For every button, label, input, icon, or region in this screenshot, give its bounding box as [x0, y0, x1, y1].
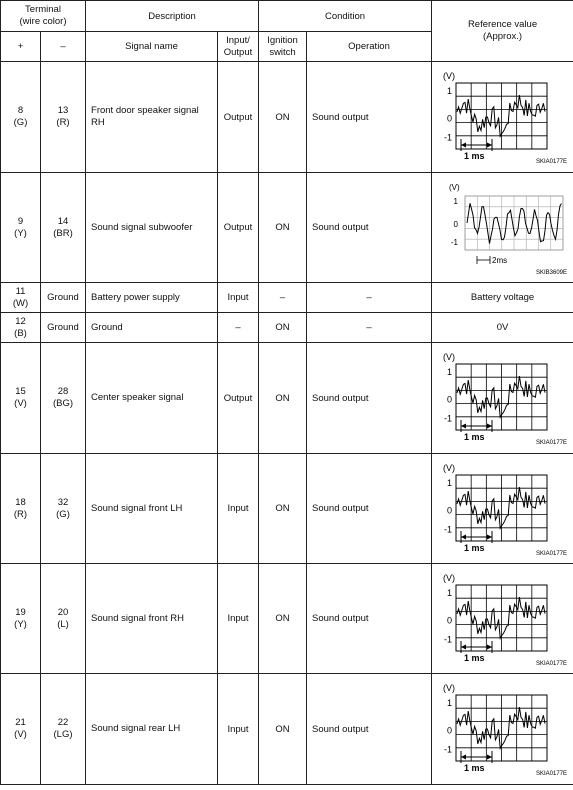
signal-name-line-2: RH [91, 117, 105, 128]
reference-value: 0V [432, 313, 573, 343]
oscilloscope-waveform [435, 178, 571, 278]
plus-terminal-color: (Y) [14, 618, 27, 630]
operation-value: Sound output [307, 343, 432, 454]
io-value: – [218, 313, 259, 343]
volt-unit-label: (V) [442, 352, 455, 362]
minus-terminal-color: (LG) [53, 729, 73, 740]
y-tick-label: -1 [443, 523, 452, 534]
minus-terminal [41, 564, 86, 674]
plus-header: + [1, 32, 41, 62]
minus-terminal-number: Ground [47, 291, 79, 303]
plus-terminal [1, 343, 41, 454]
reference-waveform-cell [432, 173, 573, 283]
io-value: Input [218, 454, 259, 564]
scope-grid [456, 364, 547, 430]
signal-name [86, 283, 218, 313]
signal-name [86, 564, 218, 674]
oscilloscope-waveform [435, 569, 571, 669]
oscilloscope-waveform [435, 67, 571, 167]
plus-terminal-color: (W) [12, 297, 29, 309]
plus-terminal-color: (Y) [14, 227, 27, 239]
ignition-label-2: switch [269, 46, 296, 58]
plus-terminal-number: 18 [15, 496, 26, 508]
minus-terminal [41, 313, 86, 343]
operation-value: – [307, 283, 432, 313]
figure-code-label: SKIA0177E [535, 660, 567, 667]
table-row [1, 674, 573, 785]
io-value: Input [218, 564, 259, 674]
arrowhead-left [461, 143, 466, 148]
minus-terminal [41, 343, 86, 454]
ignition-value: – [259, 283, 307, 313]
y-tick-label: -1 [443, 413, 452, 424]
ignition-label-1: Ignition [267, 34, 298, 46]
approx-label: (Approx.) [482, 31, 523, 42]
minus-terminal-number: Ground [47, 321, 79, 333]
arrowhead-right [487, 755, 492, 760]
plus-terminal-color: (V) [14, 398, 27, 409]
wire-color-label: (wire color) [19, 16, 67, 27]
time-scale-label: 1 ms [463, 542, 485, 553]
figure-code-label: SKIA0177E [535, 159, 567, 165]
signal-name [86, 343, 218, 454]
signal-name [86, 173, 218, 283]
y-tick-label: 0 [446, 113, 452, 124]
minus-terminal-color: (BR) [53, 227, 73, 239]
table-row [1, 283, 573, 313]
ignition-value: ON [259, 313, 307, 343]
table-row [1, 62, 573, 173]
arrowhead-right [487, 534, 492, 539]
figure-code-label: SKIA0177E [535, 550, 567, 557]
volt-unit-label: (V) [442, 572, 455, 583]
plus-terminal-color: (G) [13, 117, 28, 128]
operation-value: – [307, 313, 432, 343]
oscilloscope-waveform [435, 679, 571, 779]
io-value: Output [218, 173, 259, 283]
operation-header: Operation [307, 32, 432, 62]
oscilloscope-waveform [435, 459, 571, 559]
signal-name [86, 674, 218, 785]
minus-terminal-color: (BG) [52, 398, 74, 409]
minus-terminal [41, 283, 86, 313]
signal-name [86, 62, 218, 173]
plus-terminal-color: (V) [14, 729, 27, 740]
description-header: Description [86, 1, 259, 32]
signal-name-line-1: Battery power supply [91, 291, 180, 303]
minus-terminal-number: 14 [57, 215, 69, 227]
plus-terminal-number: 11 [15, 285, 26, 297]
terminal-label: Terminal [25, 4, 61, 15]
ignition-value: ON [259, 674, 307, 785]
arrowhead-right [487, 143, 492, 148]
signal-name-header: Signal name [86, 32, 218, 62]
arrowhead-right [487, 644, 492, 649]
y-tick-label: 1 [453, 196, 458, 206]
minus-terminal-color: (G) [56, 508, 70, 520]
arrowhead-left [461, 644, 466, 649]
minus-terminal [41, 62, 86, 173]
y-tick-label: 0 [446, 725, 452, 736]
table-row [1, 313, 573, 343]
scope-grid [456, 695, 547, 761]
signal-name-line-1: Sound signal front LH [91, 502, 183, 514]
plus-terminal-number: 12 [15, 315, 26, 327]
signal-name-line-1: Sound signal rear LH [91, 723, 181, 734]
signal-name-line-1: Front door speaker signal [91, 105, 199, 116]
signal-name [86, 313, 218, 343]
minus-terminal-color: (L) [57, 618, 69, 630]
ignition-value: ON [259, 343, 307, 454]
plus-terminal [1, 62, 41, 173]
volt-unit-label: (V) [448, 182, 460, 192]
y-tick-label: -1 [443, 633, 452, 644]
arrowhead-right [487, 424, 492, 429]
io-header [218, 32, 259, 62]
volt-unit-label: (V) [442, 462, 455, 473]
plus-terminal-number: 9 [17, 215, 24, 227]
time-scale-label: 1 ms [463, 763, 485, 773]
y-tick-label: -1 [443, 744, 452, 755]
y-tick-label: 0 [453, 219, 458, 229]
oscilloscope-waveform [435, 348, 571, 448]
ignition-value: ON [259, 454, 307, 564]
y-tick-label: 1 [446, 367, 452, 377]
plus-terminal-number: 19 [15, 606, 26, 618]
operation-value: Sound output [307, 454, 432, 564]
io-label-2: Output [223, 46, 253, 58]
minus-header: – [41, 32, 86, 62]
plus-terminal [1, 674, 41, 785]
plus-terminal-color: (R) [13, 508, 28, 520]
minus-terminal [41, 454, 86, 564]
plus-terminal [1, 454, 41, 564]
time-scale-label: 1 ms [463, 652, 485, 663]
table-row [1, 564, 573, 674]
terminal-header [1, 1, 86, 32]
volt-unit-label: (V) [442, 71, 455, 81]
plus-terminal [1, 313, 41, 343]
plus-terminal-number: 21 [15, 717, 26, 728]
y-tick-label: 1 [446, 477, 452, 488]
reference-label: Reference value [467, 19, 538, 30]
time-scale-label: 1 ms [463, 432, 485, 442]
figure-code-label: SKIA0177E [535, 771, 567, 777]
io-value: Input [218, 674, 259, 785]
y-tick-label: 1 [446, 86, 452, 96]
minus-terminal-number: 20 [57, 606, 69, 618]
y-tick-label: 1 [446, 698, 452, 708]
minus-terminal-number: 32 [57, 496, 69, 508]
volt-unit-label: (V) [442, 683, 455, 693]
arrowhead-left [461, 424, 466, 429]
y-tick-label: 1 [446, 587, 452, 598]
io-value: Input [218, 283, 259, 313]
ignition-header [259, 32, 307, 62]
reference-header [432, 1, 573, 62]
io-value: Output [218, 62, 259, 173]
ignition-value: ON [259, 564, 307, 674]
y-tick-label: 0 [446, 394, 452, 405]
time-scale-label: 2ms [491, 255, 507, 265]
reference-waveform-cell [432, 564, 573, 674]
scope-grid [456, 83, 547, 149]
operation-value: Sound output [307, 62, 432, 173]
signal-name-line-1: Sound signal front RH [91, 612, 184, 624]
operation-value: Sound output [307, 674, 432, 785]
arrowhead-left [461, 755, 466, 760]
scope-grid [456, 585, 547, 651]
signal-name-line-1: Ground [91, 321, 123, 333]
time-scale-label: 1 ms [463, 151, 485, 161]
plus-terminal [1, 173, 41, 283]
plus-terminal-number: 15 [15, 386, 26, 397]
figure-code-label: SKIA0177E [535, 440, 567, 446]
header-row-top [1, 1, 573, 32]
reference-waveform-cell [432, 454, 573, 564]
reference-value: Battery voltage [432, 283, 573, 313]
minus-terminal-number: 22 [57, 717, 69, 728]
table-row [1, 454, 573, 564]
reference-waveform-cell [432, 674, 573, 785]
scope-grid [456, 475, 547, 541]
reference-waveform-cell [432, 62, 573, 173]
y-tick-label: -1 [443, 132, 452, 143]
io-label-1: Input/ [226, 34, 250, 46]
plus-terminal [1, 283, 41, 313]
plus-terminal-color: (B) [14, 327, 27, 339]
y-tick-label: -1 [450, 237, 458, 247]
signal-name-line-1: Sound signal subwoofer [91, 221, 193, 233]
y-tick-label: 0 [446, 504, 452, 515]
table-row [1, 343, 573, 454]
plus-terminal [1, 564, 41, 674]
minus-terminal-number: 28 [57, 386, 69, 397]
signal-name-line-1: Center speaker signal [91, 392, 184, 403]
minus-terminal-number: 13 [57, 105, 69, 116]
arrowhead-left [461, 534, 466, 539]
operation-value: Sound output [307, 173, 432, 283]
minus-terminal-color: (R) [56, 117, 70, 128]
condition-header: Condition [259, 1, 432, 32]
ignition-value: ON [259, 173, 307, 283]
figure-code-label: SKIB3609E [535, 269, 567, 276]
minus-terminal [41, 674, 86, 785]
operation-value: Sound output [307, 564, 432, 674]
plus-terminal-number: 8 [17, 105, 24, 116]
reference-waveform-cell [432, 343, 573, 454]
y-tick-label: 0 [446, 614, 452, 625]
ignition-value: ON [259, 62, 307, 173]
minus-terminal [41, 173, 86, 283]
io-value: Output [218, 343, 259, 454]
table-row [1, 173, 573, 283]
signal-name [86, 454, 218, 564]
